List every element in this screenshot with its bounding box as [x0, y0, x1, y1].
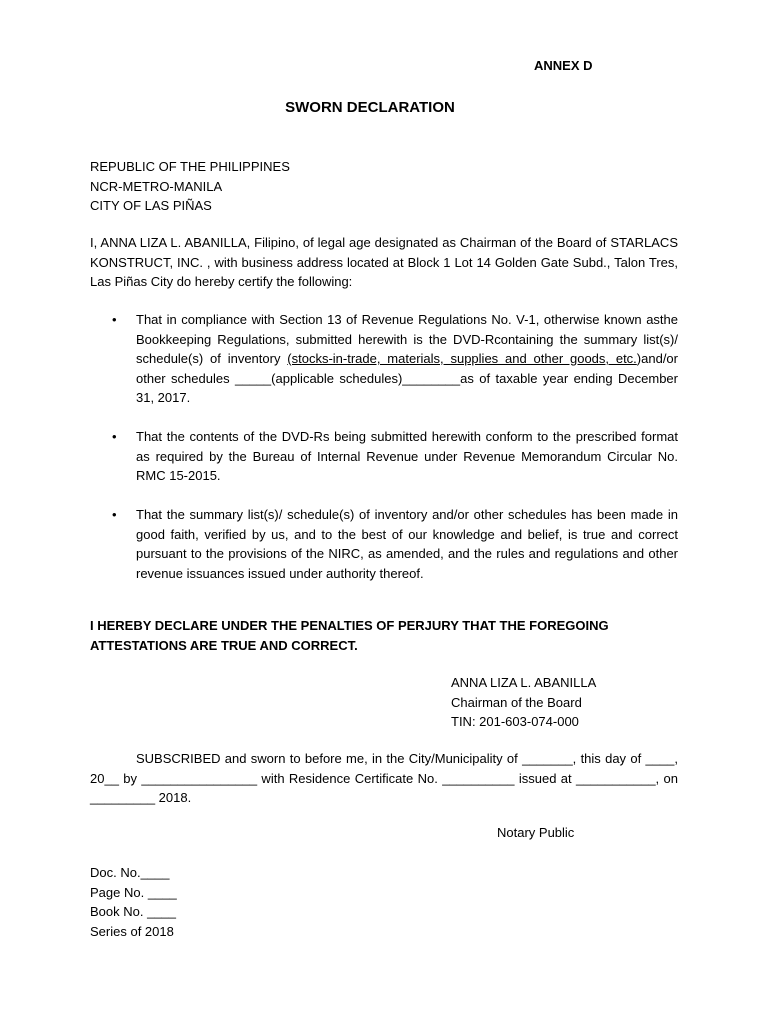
bullet-1-underlined: (stocks-in-trade, materials, supplies and other goods, etc.	[287, 351, 637, 366]
bullet-1-text: That in compliance with Section 13 of Revenue Regulations No. V-1, otherwise known asthe Bookkeeping Regulations, submitted herewith is the DVD-Rcontaining the summary list(s)/ schedule(s) of inventory	[136, 312, 678, 366]
list-item	[90, 310, 678, 408]
signatory-position: Chairman of the Board	[451, 694, 582, 710]
bullet-3-text: That the summary list(s)/ schedule(s) of inventory and/or other schedules has been made in good faith, verified by us, and to the best of our knowledge and belief, is true and correct pursuant to the provisions of the NIRC, as amended, and the rules and regulations and other revenue issuances issued under authority thereof.	[136, 507, 678, 581]
perjury-declaration: I HEREBY DECLARE UNDER THE PENALTIES OF PERJURY THAT THE FOREGOING ATTESTATIONS ARE TRUE AND CORRECT.	[90, 618, 609, 653]
subscribed-paragraph	[90, 749, 678, 808]
venue-block	[90, 157, 290, 216]
subscribed-text: SUBSCRIBED and sworn to before me, in the City/Municipality of _______, this day of ____, 20__ by ________________ with Residence Certificate No. __________ issued at ___________, on _________ 2018.	[90, 751, 678, 805]
bullet-icon: •	[112, 312, 117, 327]
list-item	[90, 427, 678, 486]
bullet-2-text: That the contents of the DVD-Rs being submitted herewith conform to the prescribed format as required by the Bureau of Internal Revenue under Revenue Memorandum Circular No. RMC 15-2015.	[136, 429, 678, 483]
venue-country: REPUBLIC OF THE PHILIPPINES	[90, 159, 290, 174]
bullet-1-blank: _____(applicable schedules)________	[235, 370, 461, 386]
list-item	[90, 505, 678, 583]
intro-paragraph: I, ANNA LIZA L. ABANILLA, Filipino, of legal age designated as Chairman of the Board of STARLACS KONSTRUCT, INC. , with business address located at Block 1 Lot 14 Golden Gate Subd., Talon Tres, Las Piñas City do hereby certify the following:	[90, 235, 678, 289]
page-no: Page No. ____	[90, 884, 177, 900]
signatory-name: ANNA LIZA L. ABANILLA	[451, 675, 597, 690]
bullet-icon: •	[112, 507, 117, 522]
bullet-1-text-2: )and/or other schedules	[136, 351, 678, 386]
signatory-block	[451, 673, 596, 732]
venue-region: NCR-METRO-MANILA	[90, 178, 223, 194]
bullet-icon: •	[112, 429, 117, 444]
bullet-1-text-3: as of taxable year ending December 31, 2017.	[136, 370, 678, 405]
certification-list	[90, 310, 678, 583]
doc-no: Doc. No.____	[90, 865, 170, 880]
signatory-tin: TIN: 201-603-074-000	[451, 714, 579, 729]
annex-label: ANNEX D	[534, 58, 593, 73]
book-no: Book No. ____	[90, 904, 177, 919]
document-title: SWORN DECLARATION	[285, 99, 455, 116]
venue-city: CITY OF LAS PIÑAS	[90, 198, 212, 213]
notary-label: Notary Public	[497, 825, 575, 840]
doc-info-block	[90, 863, 177, 941]
series: Series of 2018	[90, 923, 174, 939]
